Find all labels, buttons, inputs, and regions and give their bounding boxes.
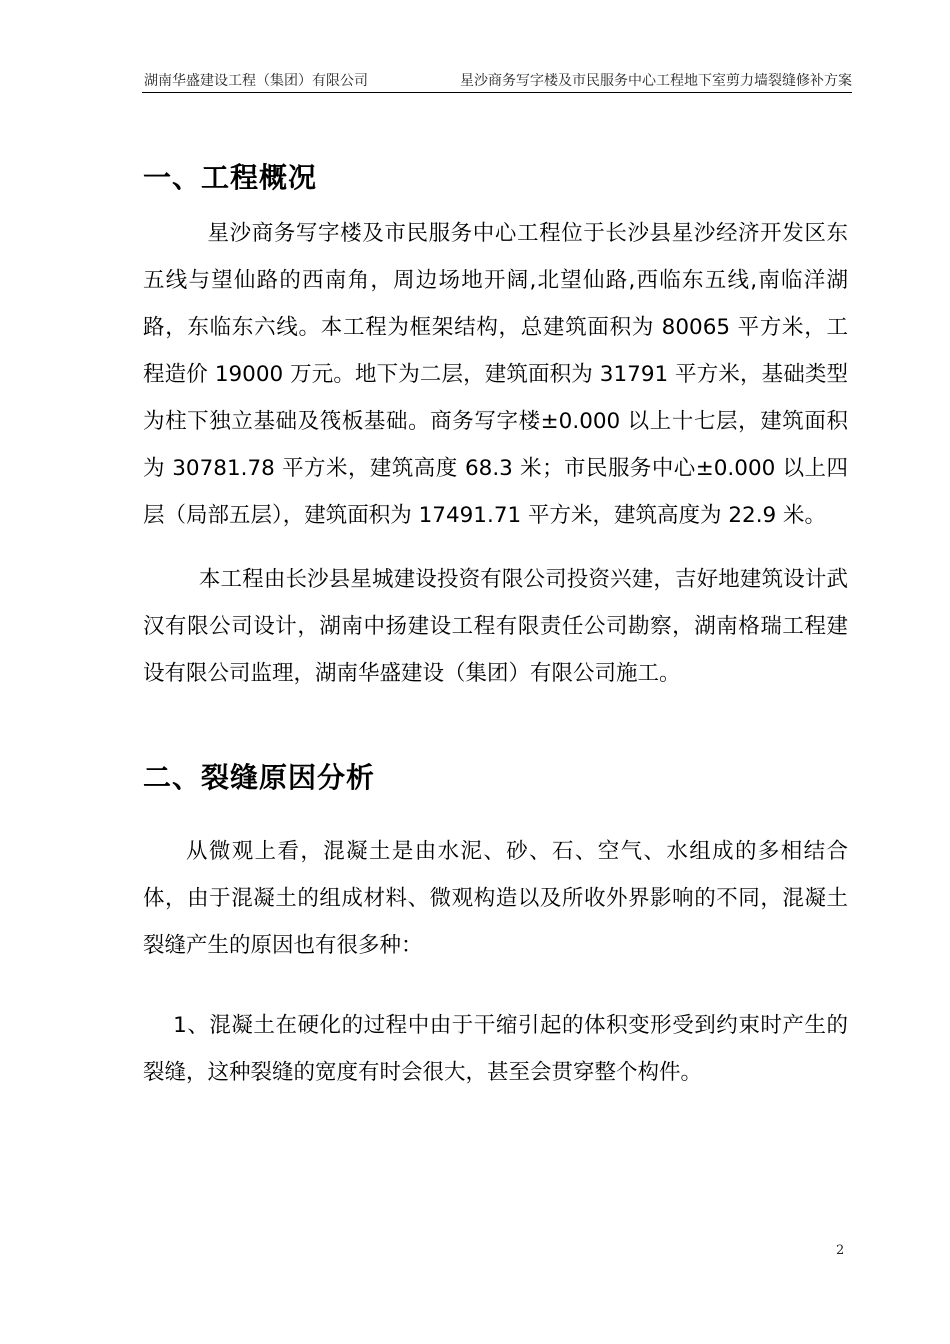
page-header [142, 66, 852, 93]
section-heading-overview: 一、工程概况 [143, 161, 318, 194]
paragraph-crack-cause-1: 1、混凝土在硬化的过程中由于干缩引起的体积变形受到约束时产生的裂缝，这种裂缝的宽度有时会很大，甚至会贯穿整个构件。 [143, 1013, 848, 1085]
page-number: 2 [836, 1243, 845, 1258]
header-document-title: 星沙商务写字楼及市民服务中心工程地下室剪力墙裂缝修补方案 [460, 73, 852, 89]
paragraph-crack-intro: 从微观上看，混凝土是由水泥、砂、石、空气、水组成的多相结合体，由于混凝土的组成材料、微观构造以及所收外界影响的不同，混凝土裂缝产生的原因也有很多种： [143, 839, 848, 958]
paragraph-project-location: 星沙商务写字楼及市民服务中心工程位于长沙县星沙经济开发区东五线与望仙路的西南角，周边场地开阔,北望仙路,西临东五线,南临洋湖路，东临东六线。本工程为框架结构，总建筑面积为 80065 平方米，工程造价 19000 万元。地下为二层，建筑面积为 31791 平方米，基础类型为柱下独立基础及筏板基础。商务写字楼±0.000 以上十七层，建筑面积为 30781.78 平方米，建筑高度 68.3 米；市民服务中心±0.000 以上四层（局部五层），建筑面积为 17491.71 平方米，建筑高度为 22.9 米。 [143, 221, 848, 528]
paragraph-project-parties: 本工程由长沙县星城建设投资有限公司投资兴建，吉好地建筑设计武汉有限公司设计，湖南中扬建设工程有限责任公司勘察，湖南格瑞工程建设有限公司监理，湖南华盛建设（集团）有限公司施工。 [143, 567, 848, 686]
section-heading-crack-analysis: 二、裂缝原因分析 [143, 761, 376, 794]
header-company-name: 湖南华盛建设工程（集团）有限公司 [144, 73, 368, 89]
